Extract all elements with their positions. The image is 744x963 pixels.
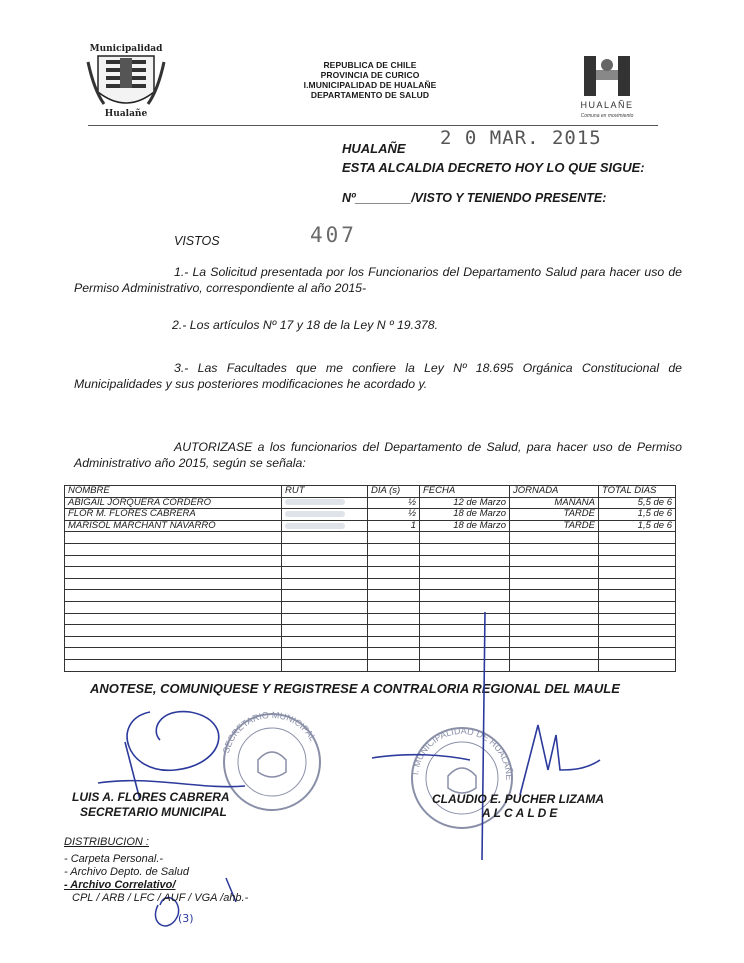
- hualane-brand-logo: [572, 50, 652, 120]
- empty-cell: [599, 659, 676, 671]
- crest-top-text: Municipalidad: [89, 44, 163, 54]
- date-stamp: 2 0 MAR. 2015: [440, 127, 602, 149]
- empty-cell: [420, 532, 510, 544]
- table-row-empty: [65, 555, 676, 567]
- table-row-empty: [65, 613, 676, 625]
- cell-name: MARISOL MARCHANT NAVARRO: [65, 520, 282, 532]
- distribution-initials-line: CPL / ARB / LFC / AUF / VGA /ahb.-: [72, 892, 249, 904]
- empty-cell: [510, 625, 599, 637]
- distribution-item: - Carpeta Personal.-: [64, 853, 164, 865]
- empty-cell: [282, 613, 368, 625]
- empty-cell: [599, 578, 676, 590]
- cell-rut-redacted: [282, 497, 368, 509]
- cell-name: FLOR M. FLORES CABRERA: [65, 509, 282, 521]
- column-header: RUT: [282, 486, 368, 498]
- brand-name: HUALAÑE: [580, 100, 634, 110]
- empty-cell: [65, 578, 282, 590]
- column-header: DIA (s): [368, 486, 420, 498]
- institution-header: [240, 60, 500, 100]
- brand-tagline: Comuna en movimiento: [580, 113, 634, 119]
- empty-cell: [599, 613, 676, 625]
- empty-cell: [420, 590, 510, 602]
- empty-cell: [282, 543, 368, 555]
- mayor-name: CLAUDIO E. PUCHER LIZAMA: [432, 792, 604, 806]
- decree-intro: ESTA ALCALDIA DECRETO HOY LO QUE SIGUE:: [342, 160, 645, 175]
- paragraph-1: 1.- La Solicitud presentada por los Funcionarios del Departamento Salud para hacer uso de Permiso Administrativo, correspondiente al año 2015-: [74, 265, 682, 295]
- paragraph-authorization: AUTORIZASE a los funcionarios del Departamento de Salud, para hacer uso de Permiso Administrativo año 2015, según se señala:: [74, 440, 682, 470]
- table-row-empty: [65, 601, 676, 613]
- table-row-empty: [65, 590, 676, 602]
- cell-date: 18 de Marzo: [420, 509, 510, 521]
- empty-cell: [599, 532, 676, 544]
- mayor-role: ALCALDE: [482, 806, 561, 820]
- empty-cell: [65, 659, 282, 671]
- table-header-row: [65, 486, 676, 498]
- empty-cell: [368, 578, 420, 590]
- table-row-empty: [65, 636, 676, 648]
- closing-statement: ANOTESE, COMUNIQUESE Y REGISTRESE A CONTRALORIA REGIONAL DEL MAULE: [90, 681, 620, 696]
- empty-cell: [420, 625, 510, 637]
- municipal-crest-logo: [84, 40, 168, 120]
- empty-cell: [368, 555, 420, 567]
- empty-cell: [599, 625, 676, 637]
- empty-cell: [282, 578, 368, 590]
- empty-cell: [368, 636, 420, 648]
- empty-cell: [282, 532, 368, 544]
- empty-cell: [599, 543, 676, 555]
- svg-text:I. MUNICIPALIDAD DE HUALAÑE: [410, 726, 514, 781]
- empty-cell: [510, 578, 599, 590]
- seal-text: I. MUNICIPALIDAD DE HUALAÑE: [410, 725, 515, 781]
- cell-total: 1,5 de 6: [599, 520, 676, 532]
- empty-cell: [282, 590, 368, 602]
- empty-cell: [65, 648, 282, 660]
- secretary-seal: [221, 710, 320, 810]
- table-row-empty: [65, 625, 676, 637]
- empty-cell: [510, 532, 599, 544]
- empty-cell: [599, 636, 676, 648]
- cell-rut-redacted: [282, 520, 368, 532]
- cell-rut-redacted: [282, 509, 368, 521]
- empty-cell: [599, 555, 676, 567]
- empty-cell: [282, 567, 368, 579]
- empty-cell: [510, 555, 599, 567]
- header-divider: [88, 125, 658, 126]
- empty-cell: [599, 590, 676, 602]
- empty-cell: [420, 601, 510, 613]
- secretary-role: SECRETARIO MUNICIPAL: [80, 805, 227, 819]
- table-row: [65, 520, 676, 532]
- empty-cell: [65, 636, 282, 648]
- empty-cell: [65, 532, 282, 544]
- empty-cell: [65, 555, 282, 567]
- empty-cell: [368, 648, 420, 660]
- column-header: NOMBRE: [65, 486, 282, 498]
- empty-cell: [420, 659, 510, 671]
- table-row-empty: [65, 532, 676, 544]
- table-row: [65, 509, 676, 521]
- empty-cell: [282, 659, 368, 671]
- table-row-empty: [65, 567, 676, 579]
- handwritten-copies-note: (3): [178, 912, 194, 925]
- crest-bottom-text: Hualañe: [104, 109, 148, 119]
- empty-cell: [282, 625, 368, 637]
- paragraph-3: 3.- Las Facultades que me confiere la Ley Nº 18.695 Orgánica Constitucional de Municipalidades y sus posteriores modificaciones he acordado y.: [74, 361, 682, 391]
- empty-cell: [368, 567, 420, 579]
- permission-table: [64, 485, 676, 672]
- city-name: HUALAÑE: [342, 141, 406, 156]
- cell-shift: TARDE: [510, 509, 599, 521]
- empty-cell: [599, 601, 676, 613]
- empty-cell: [282, 555, 368, 567]
- empty-cell: [65, 543, 282, 555]
- empty-cell: [65, 601, 282, 613]
- empty-cell: [65, 590, 282, 602]
- distribution-item: - Archivo Correlativo/: [64, 879, 176, 891]
- decree-number-stamp: 407: [310, 223, 357, 247]
- table-row-empty: [65, 543, 676, 555]
- header-line: REPUBLICA DE CHILE: [323, 60, 417, 70]
- table-row-empty: [65, 648, 676, 660]
- empty-cell: [368, 659, 420, 671]
- cell-days: ½: [368, 497, 420, 509]
- empty-cell: [420, 648, 510, 660]
- empty-cell: [510, 659, 599, 671]
- svg-text:SECRETARIO MUNICIPAL: [221, 710, 318, 754]
- empty-cell: [510, 636, 599, 648]
- empty-cell: [510, 601, 599, 613]
- empty-cell: [282, 648, 368, 660]
- header-line: PROVINCIA DE CURICO: [320, 70, 420, 80]
- table-row: [65, 497, 676, 509]
- table-row-empty: [65, 578, 676, 590]
- column-header: JORNADA: [510, 486, 599, 498]
- cell-date: 18 de Marzo: [420, 520, 510, 532]
- cell-total: 1,5 de 6: [599, 509, 676, 521]
- empty-cell: [368, 590, 420, 602]
- cell-shift: MAÑANA: [510, 497, 599, 509]
- empty-cell: [420, 567, 510, 579]
- empty-cell: [599, 567, 676, 579]
- empty-cell: [420, 636, 510, 648]
- empty-cell: [368, 601, 420, 613]
- empty-cell: [368, 532, 420, 544]
- empty-cell: [510, 648, 599, 660]
- empty-cell: [599, 648, 676, 660]
- decree-number-line: Nº________/VISTO Y TENIENDO PRESENTE:: [342, 191, 607, 205]
- empty-cell: [510, 613, 599, 625]
- cell-days: ½: [368, 509, 420, 521]
- empty-cell: [420, 613, 510, 625]
- empty-cell: [282, 601, 368, 613]
- column-header: FECHA: [420, 486, 510, 498]
- header-line: I.MUNICIPALIDAD DE HUALAÑE: [303, 80, 437, 90]
- cell-days: 1: [368, 520, 420, 532]
- empty-cell: [420, 555, 510, 567]
- secretary-name: LUIS A. FLORES CABRERA: [72, 790, 230, 804]
- secretary-signature: [98, 712, 245, 800]
- empty-cell: [510, 543, 599, 555]
- header-line: DEPARTAMENTO DE SALUD: [310, 90, 430, 100]
- empty-cell: [368, 613, 420, 625]
- empty-cell: [368, 543, 420, 555]
- empty-cell: [510, 567, 599, 579]
- cell-name: ABIGAIL JORQUERA CORDERO: [65, 497, 282, 509]
- distribution-item: - Archivo Depto. de Salud: [64, 866, 189, 878]
- cell-shift: TARDE: [510, 520, 599, 532]
- cell-date: 12 de Marzo: [420, 497, 510, 509]
- empty-cell: [282, 636, 368, 648]
- paragraph-2: 2.- Los artículos Nº 17 y 18 de la Ley N º 19.378.: [172, 318, 438, 332]
- seal-text: SECRETARIO MUNICIPAL: [220, 709, 319, 755]
- cell-total: 5,5 de 6: [599, 497, 676, 509]
- empty-cell: [65, 625, 282, 637]
- empty-cell: [368, 625, 420, 637]
- empty-cell: [65, 613, 282, 625]
- empty-cell: [420, 578, 510, 590]
- empty-cell: [65, 567, 282, 579]
- empty-cell: [510, 590, 599, 602]
- empty-cell: [420, 543, 510, 555]
- vistos-label: VISTOS: [174, 234, 220, 248]
- table-row-empty: [65, 659, 676, 671]
- distribution-heading: DISTRIBUCION :: [64, 836, 149, 848]
- column-header: TOTAL DIAS: [599, 486, 676, 498]
